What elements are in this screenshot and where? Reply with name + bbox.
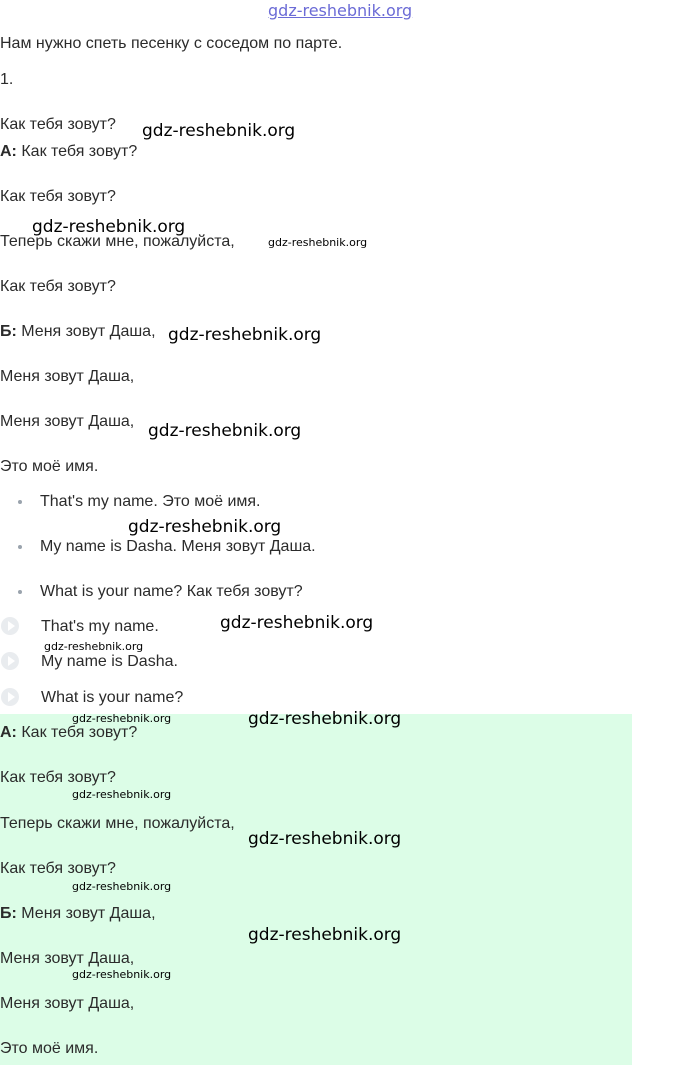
watermark-text: gdz-reshebnik.org — [168, 325, 322, 345]
song-line: Это моё имя. — [0, 458, 99, 475]
dialogue-line-a — [0, 142, 137, 162]
watermark-text: gdz-reshebnik.org — [32, 217, 186, 237]
answer-line: Как тебя зовут? — [0, 860, 116, 877]
bullet-item: That's my name. Это моё имя. — [40, 493, 261, 510]
watermark-link[interactable]: gdz-reshebnik.org — [268, 1, 413, 20]
play-icon[interactable] — [1, 688, 19, 706]
watermark-text: gdz-reshebnik.org — [72, 712, 172, 725]
speaker-a-text: Как тебя зовут? — [21, 143, 138, 160]
task-number: 1. — [0, 71, 14, 88]
answer-line: Меня зовут Даша, — [0, 995, 135, 1012]
watermark-text: gdz-reshebnik.org — [128, 517, 282, 537]
speaker-b-label: Б: — [0, 323, 17, 340]
answer-dialogue-a — [0, 723, 137, 743]
answer-line: Это моё имя. — [0, 1040, 99, 1057]
watermark-text: gdz-reshebnik.org — [220, 613, 374, 633]
watermark-text: gdz-reshebnik.org — [72, 968, 172, 981]
song-line: Как тебя зовут? — [0, 116, 116, 133]
speaker-b-text: Меня зовут Даша, — [21, 323, 156, 340]
watermark-text: gdz-reshebnik.org — [44, 640, 144, 653]
song-line: Как тебя зовут? — [0, 188, 116, 205]
play-icon[interactable] — [1, 652, 19, 670]
answer-speaker-a-label: А: — [0, 724, 17, 741]
answer-line: Как тебя зовут? — [0, 769, 116, 786]
watermark-text: gdz-reshebnik.org — [142, 121, 296, 141]
bullet-item: My name is Dasha. Меня зовут Даша. — [40, 538, 316, 555]
answer-speaker-b-label: Б: — [0, 905, 17, 922]
dialogue-line-b — [0, 322, 156, 342]
bullet-dot — [18, 500, 22, 504]
answer-speaker-a-text: Как тебя зовут? — [21, 724, 138, 741]
answer-speaker-b-text: Меня зовут Даша, — [21, 905, 156, 922]
watermark-text: gdz-reshebnik.org — [72, 880, 172, 893]
answer-line: Теперь скажи мне, пожалуйста, — [0, 815, 235, 832]
watermark-text: gdz-reshebnik.org — [248, 829, 402, 849]
bullet-dot — [18, 545, 22, 549]
watermark-text: gdz-reshebnik.org — [72, 788, 172, 801]
task-text: Нам нужно спеть песенку с соседом по парте. — [0, 35, 343, 52]
audio-item-label: What is your name? — [41, 689, 184, 706]
song-line: Меня зовут Даша, — [0, 368, 135, 385]
speaker-a-label: А: — [0, 143, 17, 160]
audio-item-label: That's my name. — [41, 618, 159, 635]
song-line: Меня зовут Даша, — [0, 413, 135, 430]
watermark-text: gdz-reshebnik.org — [148, 421, 302, 441]
answer-dialogue-b — [0, 904, 156, 924]
answer-line: Меня зовут Даша, — [0, 950, 135, 967]
watermark-text: gdz-reshebnik.org — [248, 709, 402, 729]
play-icon[interactable] — [1, 617, 19, 635]
song-line: Теперь скажи мне, пожалуйста, — [0, 233, 235, 250]
song-line: Как тебя зовут? — [0, 278, 116, 295]
watermark-text: gdz-reshebnik.org — [268, 236, 368, 249]
audio-item-label: My name is Dasha. — [41, 653, 178, 670]
watermark-text: gdz-reshebnik.org — [248, 925, 402, 945]
bullet-item: What is your name? Как тебя зовут? — [40, 583, 303, 600]
bullet-dot — [18, 590, 22, 594]
